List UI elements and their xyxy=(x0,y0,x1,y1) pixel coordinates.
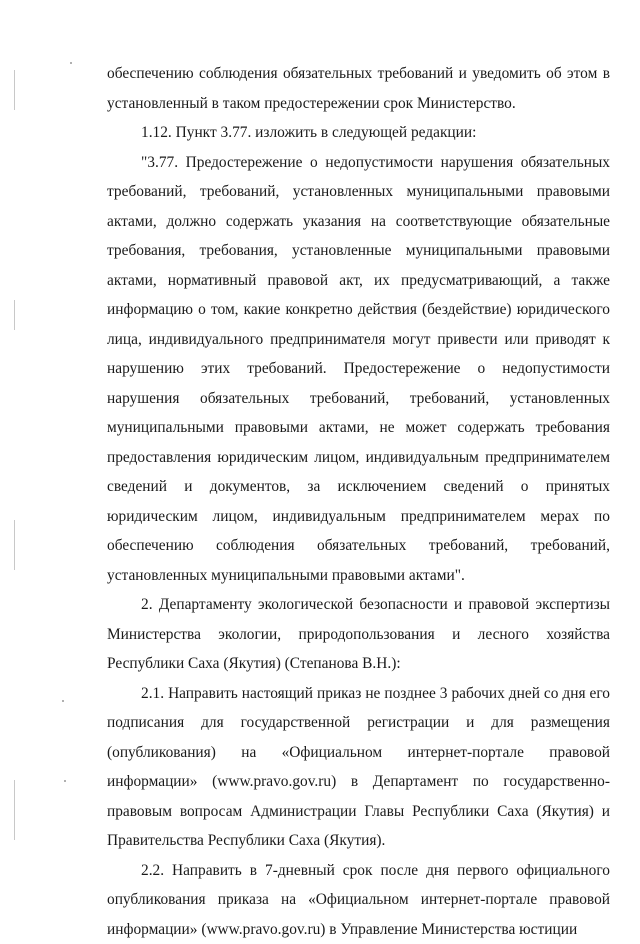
scan-margin-mark xyxy=(14,780,15,840)
scan-margin-mark xyxy=(14,520,15,570)
scan-margin-mark xyxy=(14,70,15,110)
paragraph-item-1-12: 1.12. Пункт 3.77. изложить в следующей редакции: xyxy=(107,118,610,148)
scan-dot xyxy=(64,780,66,782)
document-body xyxy=(107,59,610,944)
paragraph-item-2-1: 2.1. Направить настоящий приказ не позднее 3 рабочих дней со дня его подписания для государственной регистрации и для размещения (опубликования) на «Официальном интернет-портале правовой информации» (www.pravo.gov.ru) в Департамент по государственно-правовым вопросам Администрации Главы Республики Саха (Якутия) и Правительства Республики Саха (Якутия). xyxy=(107,679,610,856)
scan-margin-mark xyxy=(14,300,15,330)
paragraph-continuation: обеспечению соблюдения обязательных требований и уведомить об этом в установленный в таком предостережении срок Министерство. xyxy=(107,59,610,118)
scan-dot xyxy=(70,62,72,64)
scan-dot xyxy=(62,700,64,702)
paragraph-item-2: 2. Департаменту экологической безопасности и правовой экспертизы Министерства экологии, природопользования и лесного хозяйства Республики Саха (Якутия) (Степанова В.Н.): xyxy=(107,590,610,679)
paragraph-item-2-2: 2.2. Направить в 7-дневный срок после дня первого официального опубликования приказа на «Официальном интернет-портале правовой информации» (www.pravo.gov.ru) в Управление Министерства юстиции xyxy=(107,856,610,944)
paragraph-item-3-77: "3.77. Предостережение о недопустимости нарушения обязательных требований, требований, установленных муниципальными правовыми актами, должно содержать указания на соответствующие обязательные требования, требования, установленные муниципальными правовыми актами, нормативный правовой акт, их предусматривающий, а также информацию о том, какие конкретно действия (бездействие) юридического лица, индивидуального предпринимателя могут привести или приводят к нарушению этих требований. Предостережение о недопустимости нарушения обязательных требований, требований, установленных муниципальными правовыми актами, не может содержать требования предоставления юридическим лицом, индивидуальным предпринимателем сведений и документов, за исключением сведений о принятых юридическим лицом, индивидуальным предпринимателем мерах по обеспечению соблюдения обязательных требований, требований, установленных муниципальными правовыми актами". xyxy=(107,148,610,591)
